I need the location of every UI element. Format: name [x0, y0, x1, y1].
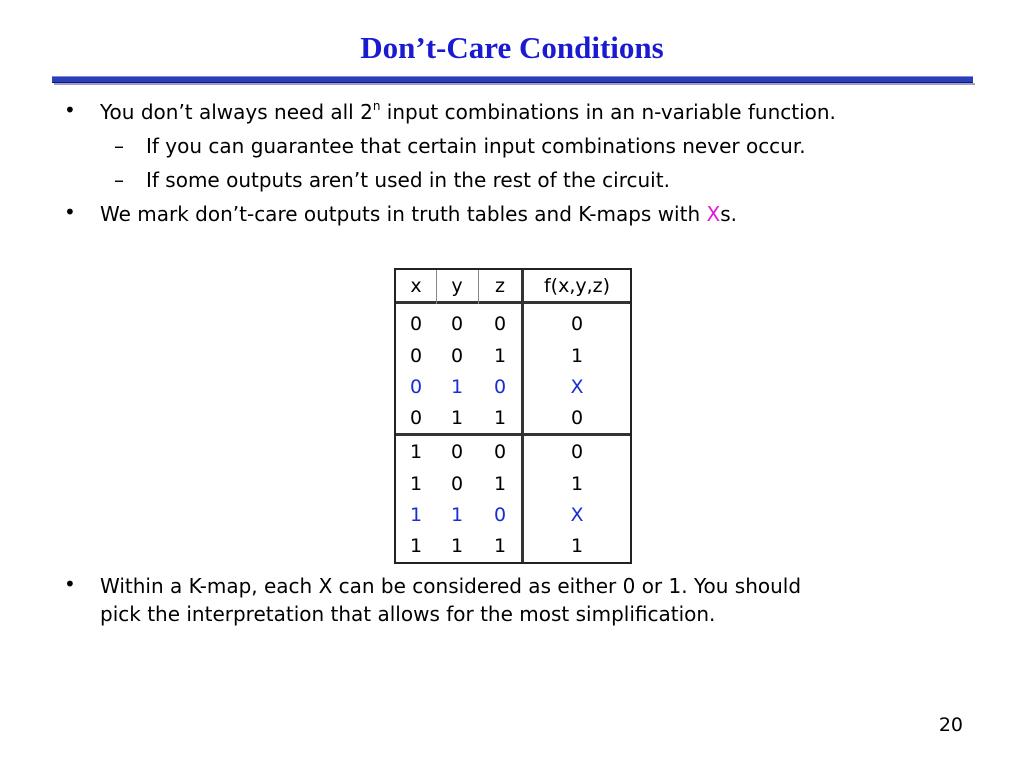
cell-z: 0: [493, 441, 507, 463]
table-row: [396, 530, 630, 562]
cell-f: 0: [570, 407, 584, 429]
table-row-dont-care: [396, 371, 630, 403]
table-row: [396, 402, 630, 434]
cell-x: 1: [409, 504, 423, 526]
cell-y: 0: [450, 313, 464, 335]
cell-y: 1: [450, 376, 464, 398]
cell-f: X: [570, 504, 584, 526]
cell-f: 0: [570, 313, 584, 335]
header-x: x: [410, 275, 422, 297]
bullet-1-text-after: input combinations in an n-variable function.: [380, 100, 836, 124]
bullet-dot: •: [64, 572, 76, 596]
title-divider-shadow: [54, 83, 975, 85]
cell-x: 1: [409, 535, 423, 557]
header-divider: [478, 270, 479, 304]
truth-table: [394, 268, 632, 564]
bullet-dot: •: [64, 98, 76, 122]
cell-y: 1: [450, 535, 464, 557]
cell-y: 0: [450, 345, 464, 367]
header-divider: [436, 270, 437, 304]
bullet-3-line-1: Within a K-map, each X can be considered as either 0 or 1. You should: [100, 574, 802, 598]
cell-z: 0: [493, 504, 507, 526]
bullet-3-line-2: pick the interpretation that allows for the most simplification.: [100, 602, 716, 626]
cell-x: 0: [409, 376, 423, 398]
cell-z: 1: [493, 535, 507, 557]
cell-y: 1: [450, 504, 464, 526]
cell-f: X: [570, 376, 584, 398]
cell-x: 0: [409, 313, 423, 335]
cell-f: 1: [570, 535, 584, 557]
cell-z: 0: [493, 376, 507, 398]
sub-bullet-1: If you can guarantee that certain input combinations never occur.: [146, 134, 806, 158]
cell-z: 1: [493, 407, 507, 429]
bullet-2: [100, 200, 737, 228]
cell-f: 1: [570, 473, 584, 495]
page-number: 20: [938, 714, 963, 736]
cell-x: 1: [409, 441, 423, 463]
table-header-row: [396, 270, 630, 304]
header-y: y: [451, 275, 463, 297]
sub-bullet-2: If some outputs aren’t used in the rest of the circuit.: [146, 168, 670, 192]
cell-z: 0: [493, 313, 507, 335]
cell-f: 0: [570, 441, 584, 463]
dont-care-x-marker: X: [706, 202, 721, 226]
cell-y: 1: [450, 407, 464, 429]
dash-marker: –: [114, 134, 124, 158]
table-row: [396, 468, 630, 500]
cell-x: 0: [409, 345, 423, 367]
table-row: [396, 308, 630, 340]
table-row: [396, 340, 630, 372]
header-z: z: [495, 275, 505, 297]
cell-z: 1: [493, 473, 507, 495]
bullet-2-text-after: s.: [720, 202, 737, 226]
bullet-2-text-before: We mark don’t-care outputs in truth tables and K-maps with: [100, 202, 707, 226]
bullet-1-text-before: You don’t always need all 2: [100, 100, 373, 124]
cell-y: 0: [450, 441, 464, 463]
cell-z: 1: [493, 345, 507, 367]
cell-x: 1: [409, 473, 423, 495]
bullet-dot: •: [64, 200, 76, 224]
dash-marker: –: [114, 168, 124, 192]
bullet-1-superscript: n: [372, 99, 381, 113]
cell-f: 1: [570, 345, 584, 367]
slide-title: Don’t-Care Conditions: [360, 30, 664, 65]
title-divider: [52, 76, 973, 83]
bullet-1: [100, 98, 836, 126]
cell-x: 0: [409, 407, 423, 429]
cell-y: 0: [450, 473, 464, 495]
header-f: f(x,y,z): [543, 275, 611, 297]
table-row: [396, 436, 630, 468]
table-row-dont-care: [396, 499, 630, 531]
